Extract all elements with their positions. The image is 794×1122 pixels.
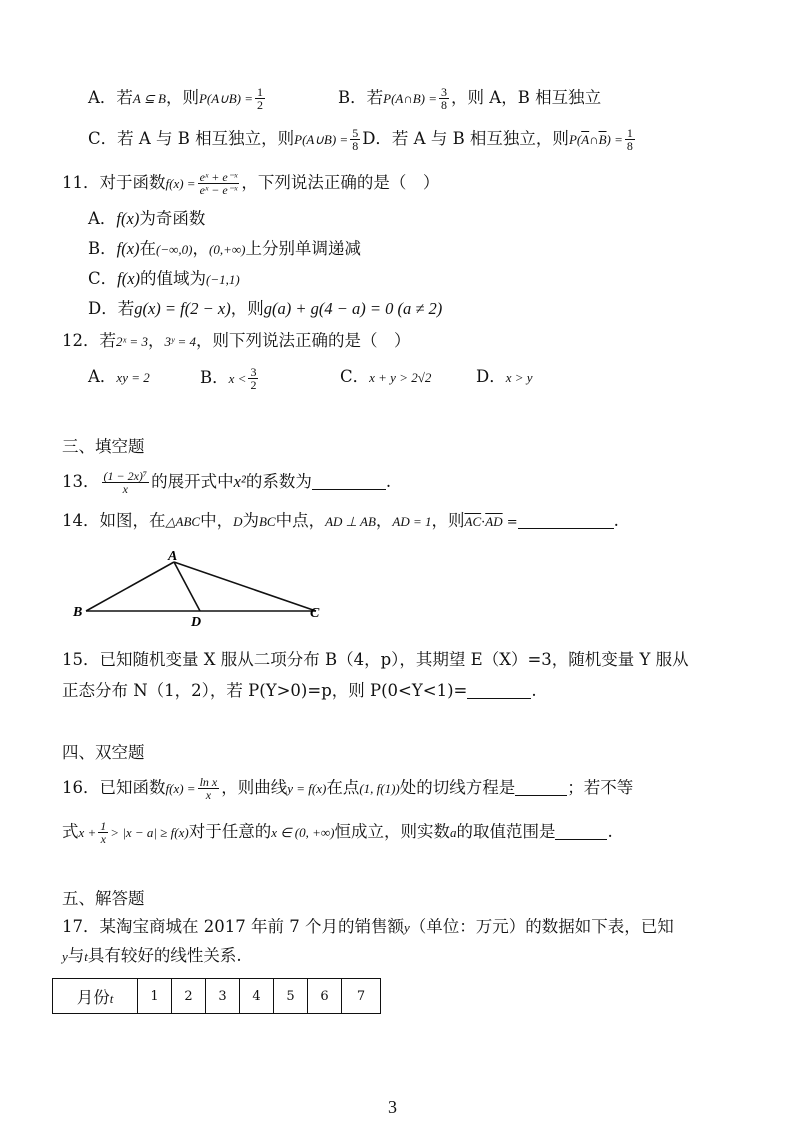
q12-option-b-fraction	[248, 366, 258, 391]
question-text: 14．如图，在	[62, 511, 166, 530]
q14	[62, 510, 619, 534]
question-text: 与	[67, 946, 85, 965]
q10-option-d-expr	[569, 132, 623, 147]
question-text: ，	[375, 511, 393, 530]
period: .	[613, 511, 619, 530]
fraction-numerator: 3	[441, 85, 448, 99]
math-var: y	[62, 949, 68, 964]
q10-option-c	[88, 127, 637, 152]
fraction-numerator: 1	[626, 126, 633, 140]
q16-inequality-fraction	[98, 820, 108, 845]
q14-answer-blank[interactable]	[518, 512, 614, 529]
math-var: t	[84, 949, 88, 964]
q17-line1	[62, 916, 674, 939]
q12-condition-2: 3ʸ = 4	[164, 334, 197, 349]
math-expr: f(x) =	[165, 781, 196, 796]
fraction-numerator: 1	[100, 819, 107, 833]
header-variable: t	[109, 991, 114, 1006]
math-expr: g(x) = f(2 − x)	[134, 299, 231, 318]
math-expr: g(a) + g(4 − a) = 0 (a ≠ 2)	[263, 299, 443, 318]
question-text: 式	[62, 822, 79, 841]
option-text: ，	[192, 239, 209, 258]
option-label: D．	[476, 367, 506, 386]
question-text: 处的切线方程是	[399, 778, 516, 797]
q13-answer-blank[interactable]	[312, 473, 386, 490]
vertex-label-b: B	[73, 605, 83, 620]
fraction-denominator: x	[205, 788, 212, 802]
math-var: y	[403, 920, 410, 935]
vertex-label-a: A	[168, 550, 178, 564]
vertex-label-c: C	[310, 606, 320, 621]
question-text: 恒成立，则实数	[334, 822, 450, 841]
math-expr: AD ⊥ AB	[325, 514, 376, 529]
table-cell: 3	[206, 979, 240, 1014]
month-table	[52, 978, 381, 1014]
question-text: （单位：万元）的数据如下表，已知	[409, 917, 674, 936]
fraction-denominator: 8	[626, 139, 633, 153]
question-text: ；若不等	[567, 778, 634, 797]
fraction-denominator: 8	[441, 98, 448, 112]
q11-stem-prefix: 11．对于函数	[62, 173, 166, 192]
triangle-figure	[70, 550, 330, 630]
option-text: ，则	[230, 299, 264, 318]
fraction-denominator: eˣ − e⁻ˣ	[199, 183, 238, 197]
question-text: 中点，	[275, 511, 326, 530]
q10-option-b-fraction	[439, 86, 449, 111]
q10-option-a-expr: P(A∪B) =	[198, 91, 253, 106]
intersection-symbol: ∩	[589, 132, 599, 147]
option-label: B．	[200, 368, 229, 387]
option-label: C．	[340, 367, 370, 386]
q11-stem-suffix: ，下列说法正确的是（ ）	[241, 173, 440, 192]
vector-ac: $\overline{AC}$	[464, 514, 482, 529]
header-label: 月份	[76, 988, 110, 1007]
q12-stem-suffix: ，则下列说法正确的是（ ）	[196, 331, 411, 350]
math-expr: a	[449, 825, 457, 840]
q10-option-c-fraction	[350, 127, 360, 152]
q10-option-c-expr: P(A∪B) =	[294, 132, 349, 147]
question-text: 的系数为	[245, 472, 312, 491]
q12-stem-prefix: 12．若	[62, 331, 116, 350]
q12-option-a	[88, 366, 150, 389]
option-label: A．	[88, 209, 117, 228]
table-cell: 4	[240, 979, 274, 1014]
q12-option-d	[476, 366, 533, 389]
q11-option-a	[88, 208, 205, 230]
question-text: ，则	[431, 511, 465, 530]
option-text: 上分别单调递减	[245, 239, 361, 258]
q10-option-b	[338, 86, 601, 111]
period: .	[385, 472, 392, 491]
table-cell: 2	[172, 979, 206, 1014]
option-text: 为奇函数	[139, 209, 206, 228]
fraction-numerator: 1	[257, 85, 263, 99]
page-number: 3	[388, 1097, 397, 1117]
a-complement: $\overline{A}$	[581, 132, 590, 147]
period: .	[607, 822, 613, 841]
q11-function-lhs: f(x) =	[165, 176, 196, 191]
math-expr: AD = 1	[392, 514, 432, 529]
math-interval: (−1,1)	[206, 272, 240, 287]
math-expr: x +	[78, 825, 97, 840]
q16-line2	[62, 820, 613, 845]
q16-function-fraction	[198, 776, 220, 801]
fraction-numerator: 3	[250, 365, 257, 379]
option-text: 的值域为	[140, 269, 207, 288]
q10-option-a-label: A．若	[88, 88, 133, 107]
q10-option-a-condition: A ⊆ B	[132, 91, 166, 106]
option-label: A．	[88, 367, 117, 386]
point-label-d: D	[191, 615, 202, 630]
equals: =	[502, 515, 518, 530]
math-interval: (−∞,0)	[156, 242, 193, 257]
q16-answer-blank-1[interactable]	[515, 779, 567, 796]
vector-ad: $\overline{AD}$	[485, 514, 503, 529]
table-header-cell	[53, 979, 138, 1014]
q10-option-d-fraction	[625, 127, 635, 152]
q10-option-b-label: B．若	[338, 88, 384, 107]
section-heading-fill-in: 三、填空题	[62, 437, 145, 456]
q10-option-a-then: ，则	[165, 88, 199, 107]
q16-answer-blank-2[interactable]	[555, 823, 607, 840]
question-text: 对于任意的	[188, 822, 272, 841]
math-expr: BC	[258, 514, 276, 529]
table-row	[53, 979, 381, 1014]
section-heading-double-blank: 四、双空题	[62, 743, 145, 762]
q12-option-b	[200, 366, 260, 391]
math-expr: x²	[233, 472, 246, 491]
table-cell: 1	[138, 979, 172, 1014]
q12-condition-1: 2ˣ = 3	[116, 334, 148, 349]
math-expr: y = f(x)	[287, 781, 327, 796]
section-heading-solution: 五、解答题	[62, 889, 145, 908]
fraction-denominator: 2	[250, 378, 257, 392]
expr-part: ) =	[606, 132, 623, 147]
math-expr: f(x)	[116, 239, 140, 258]
question-text: 正态分布 N（1，2），若 P(Y>0)=p，则 P(0<Y<1)=	[62, 681, 468, 700]
math-expr: xy = 2	[116, 370, 150, 385]
question-text: 的展开式中	[151, 472, 234, 491]
q12-stem	[62, 330, 411, 353]
q11-option-d	[88, 298, 442, 320]
q10-option-b-expr: P(A∩B) =	[383, 91, 438, 106]
table-cell: 6	[308, 979, 342, 1014]
q12-option-c	[340, 366, 431, 389]
math-expr: > |x − a| ≥ f(x)	[110, 825, 189, 840]
question-text: 的取值范围是	[456, 822, 556, 841]
table-cell: 7	[342, 979, 381, 1014]
math-expr: (1, f(1))	[359, 781, 400, 796]
table-cell: 5	[274, 979, 308, 1014]
q10-options-ab	[88, 86, 267, 111]
side-ab	[86, 562, 174, 611]
q17-line2	[62, 945, 242, 968]
question-text: 在点	[326, 778, 360, 797]
q10-option-c-label: C．若 A 与 B 相互独立，则	[88, 129, 295, 148]
dot-operator: ·	[481, 515, 486, 530]
math-expr: x + y > 2√2	[369, 370, 432, 385]
question-text: ，则曲线	[221, 778, 288, 797]
option-label: C．	[88, 269, 118, 288]
math-expr: f(x)	[116, 209, 140, 228]
math-expr: x ∈ (0, +∞)	[271, 825, 335, 840]
math-expr: f(x)	[117, 269, 141, 288]
q15-line1: 15．已知随机变量 X 服从二项分布 B（4，p），其期望 E（X）=3，随机变量 Y 服从	[62, 650, 689, 669]
math-expr: x <	[228, 371, 247, 386]
fraction-numerator: (1 − 2x)⁷	[103, 469, 148, 483]
period: .	[531, 681, 537, 700]
fraction-denominator: 2	[257, 98, 263, 112]
math-expr: x > y	[505, 370, 533, 385]
q10-option-d-label: D．若 A 与 B 相互独立，则	[362, 129, 569, 148]
question-text: 17．某淘宝商城在 2017 年前 7 个月的销售额	[62, 917, 404, 936]
fraction-numerator: ln x	[199, 775, 218, 789]
math-interval: (0,+∞)	[209, 242, 246, 257]
fraction-numerator: 5	[352, 126, 359, 140]
q10-option-a-fraction	[255, 86, 265, 111]
q11-option-b	[88, 238, 361, 261]
math-expr: △ABC	[165, 514, 201, 529]
question-text: 具有较好的线性关系.	[87, 946, 242, 965]
q16-line1	[62, 776, 633, 801]
question-text: 16．已知函数	[62, 778, 166, 797]
separator: ，	[147, 331, 165, 350]
q11-stem	[62, 171, 439, 196]
option-label: D．若	[88, 299, 135, 318]
fraction-numerator: eˣ + e⁻ˣ	[199, 170, 238, 184]
math-expr: D	[233, 514, 243, 529]
b-complement: $\overline{B}$	[598, 132, 607, 147]
q15-line2	[62, 680, 537, 702]
fraction-denominator: 8	[352, 139, 359, 153]
option-label: B．	[88, 239, 117, 258]
q13-fraction	[102, 470, 150, 495]
fraction-denominator: x	[122, 482, 128, 496]
q11-function-fraction	[198, 171, 240, 196]
q10-option-b-tail: ，则 A，B 相互独立	[451, 88, 602, 107]
q15-answer-blank[interactable]	[467, 682, 531, 699]
option-text: 在	[139, 239, 157, 258]
expr-part: P(	[568, 132, 582, 147]
q11-option-c	[88, 268, 240, 291]
question-text: 为	[242, 511, 259, 530]
question-number: 13．	[62, 472, 100, 491]
fraction-denominator: x	[100, 832, 106, 846]
q13	[62, 470, 391, 495]
question-text: 中，	[200, 511, 234, 530]
